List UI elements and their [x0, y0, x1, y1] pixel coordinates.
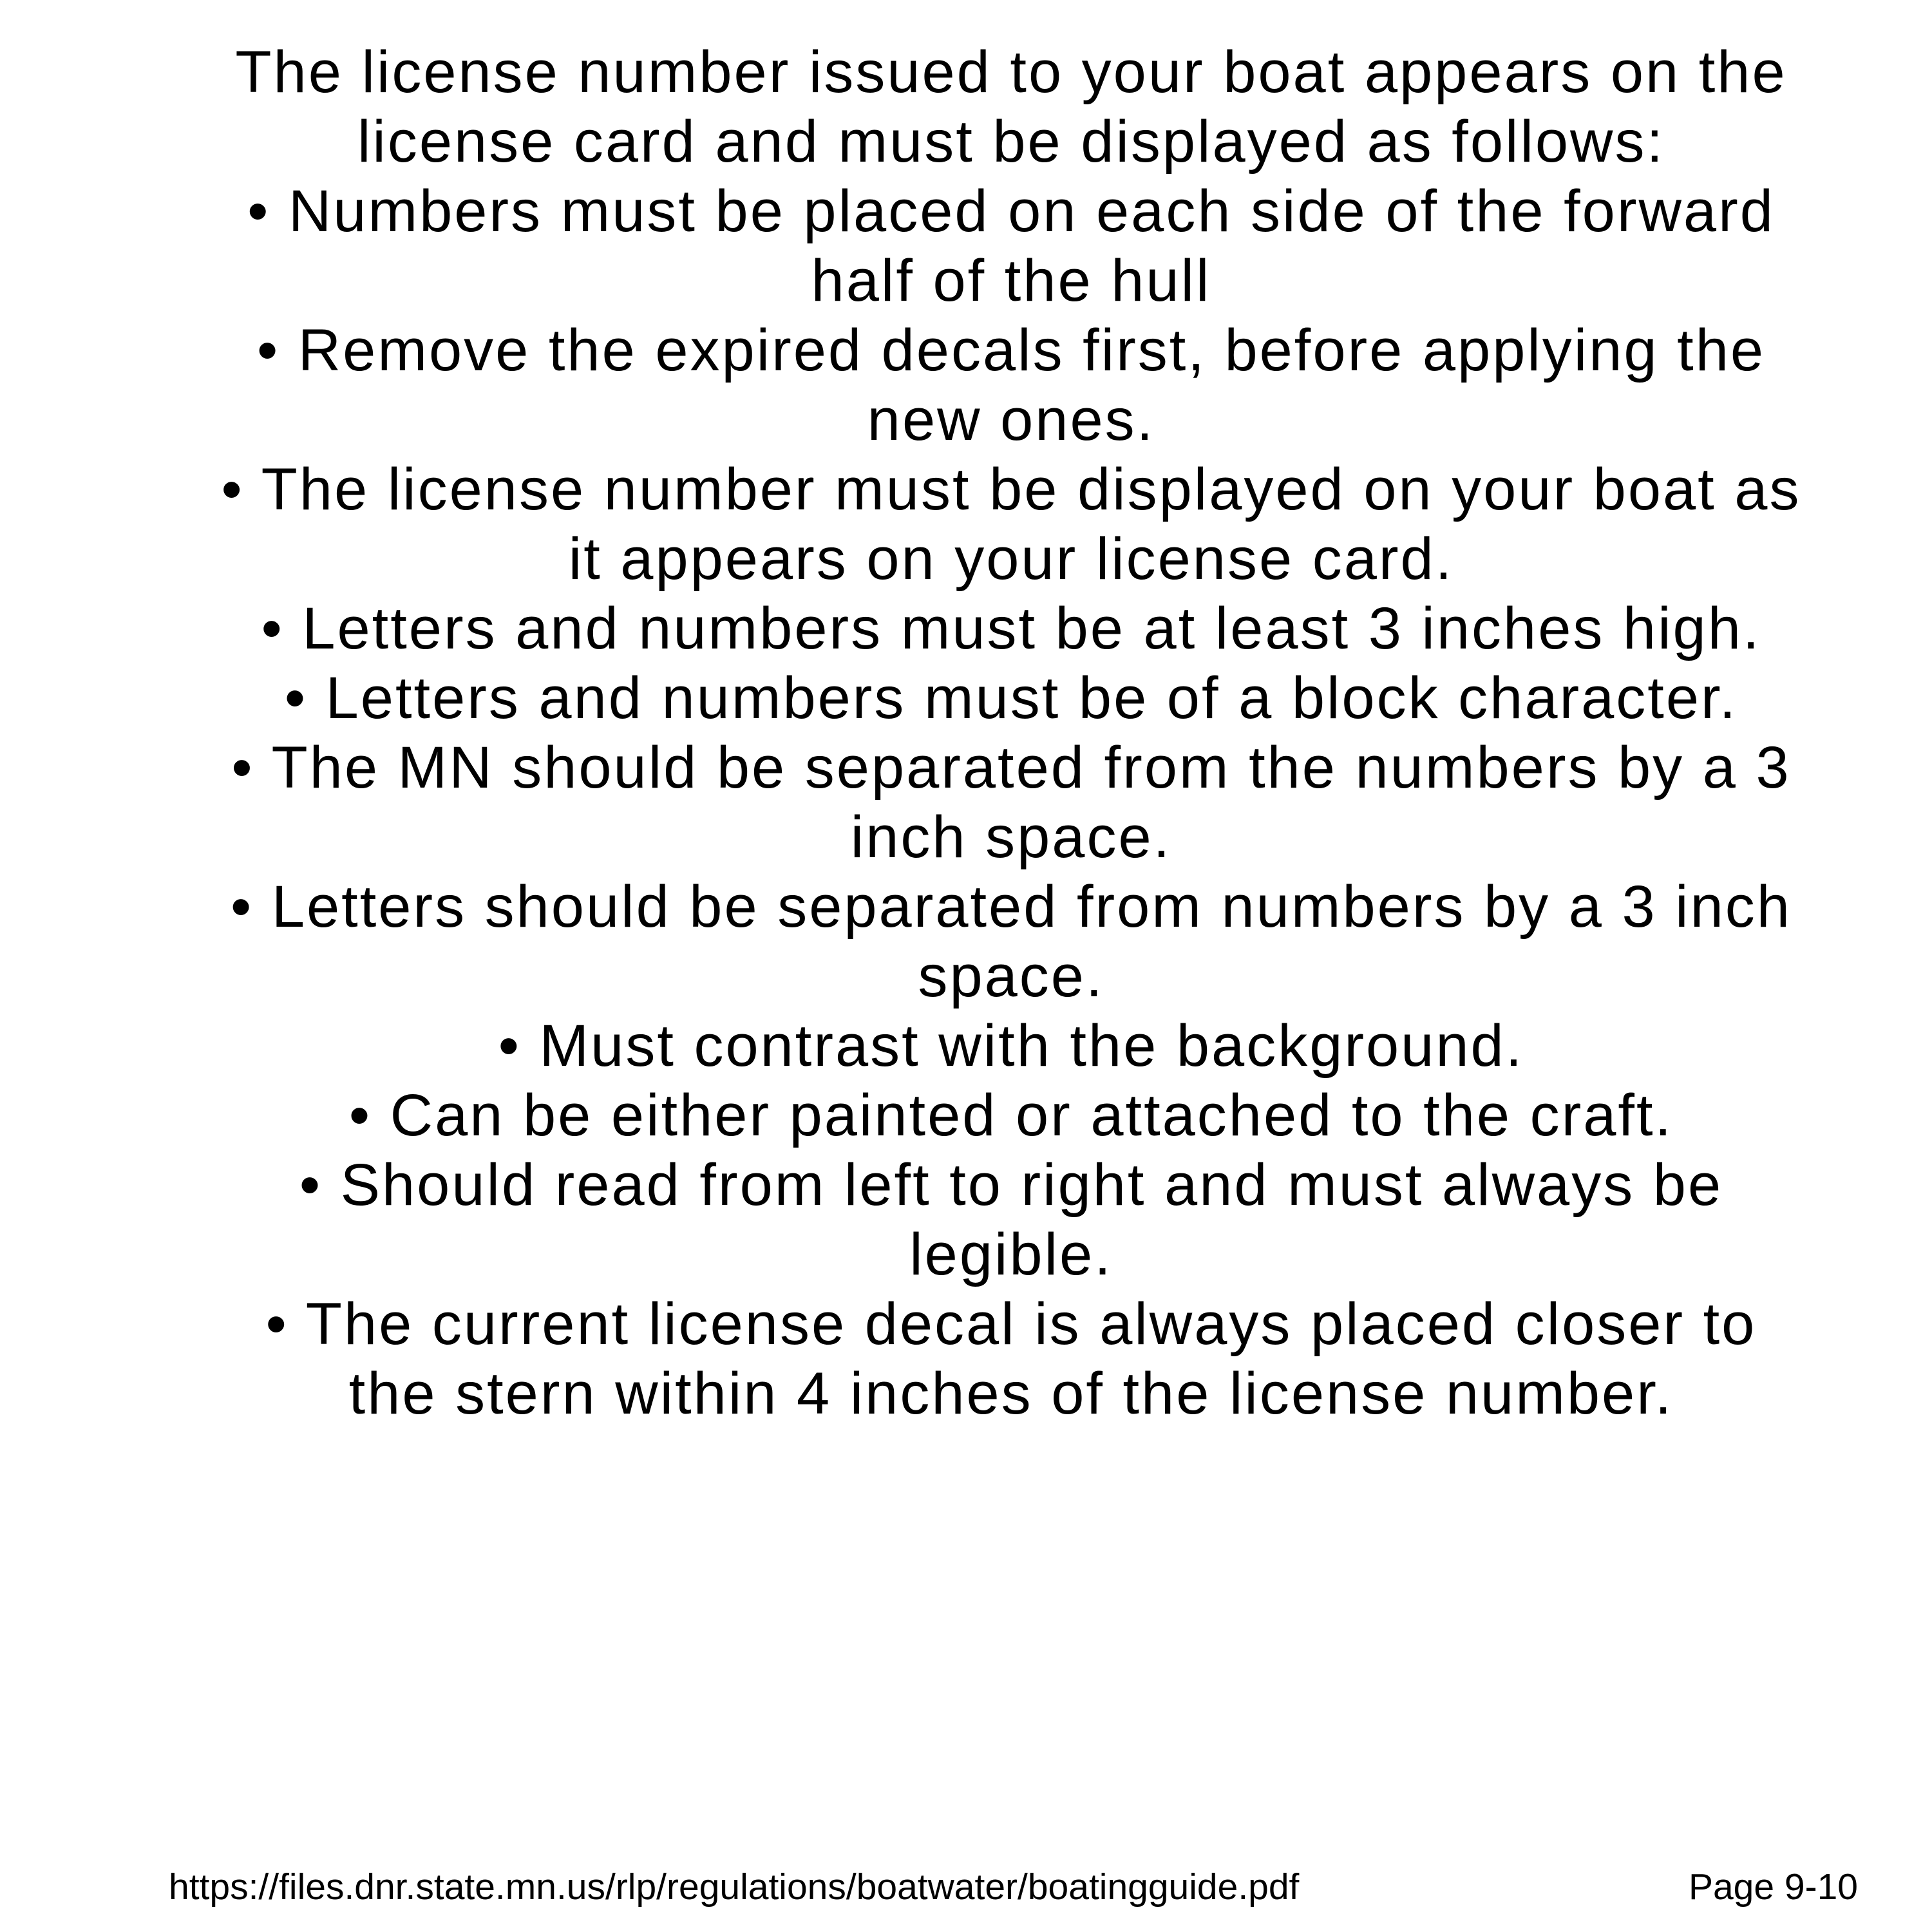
bullet-mn-spacing: • The MN should be separated from the numbers by a 3 inch space.: [231, 735, 1791, 870]
bullet-hull-placement: • Numbers must be placed on each side of the forward half of the hull: [247, 178, 1775, 314]
bullet-block-character: • Letters and numbers must be of a block character.: [284, 665, 1738, 731]
bullet-remove-expired: • Remove the expired decals first, before applying the new ones.: [256, 317, 1766, 453]
bullet-letter-spacing: • Letters should be separated from numbers by a 3 inch space.: [231, 874, 1792, 1009]
page-number: Page 9-10: [1688, 1866, 1858, 1908]
bullet-contrast: • Must contrast with the background.: [498, 1013, 1524, 1079]
bullet-display-as-card: • The license number must be displayed on your boat as it appears on your license card.: [221, 457, 1801, 592]
intro-paragraph: The license number issued to your boat appears on the license card and must be displayed as follows:: [235, 39, 1787, 175]
document-body: [213, 37, 1810, 1428]
bullet-min-height: • Letters and numbers must be at least 3 inches high.: [261, 596, 1761, 661]
bullet-painted-attached: • Can be either painted or attached to the craft.: [348, 1083, 1674, 1148]
bullet-decal-placement: • The current license decal is always placed closer to the stern within 4 inches of the license number.: [265, 1291, 1757, 1426]
source-url: https://files.dnr.state.mn.us/rlp/regulations/boatwater/boatingguide.pdf: [169, 1866, 1300, 1908]
bullet-legible: • Should read from left to right and must always be legible.: [299, 1152, 1723, 1287]
